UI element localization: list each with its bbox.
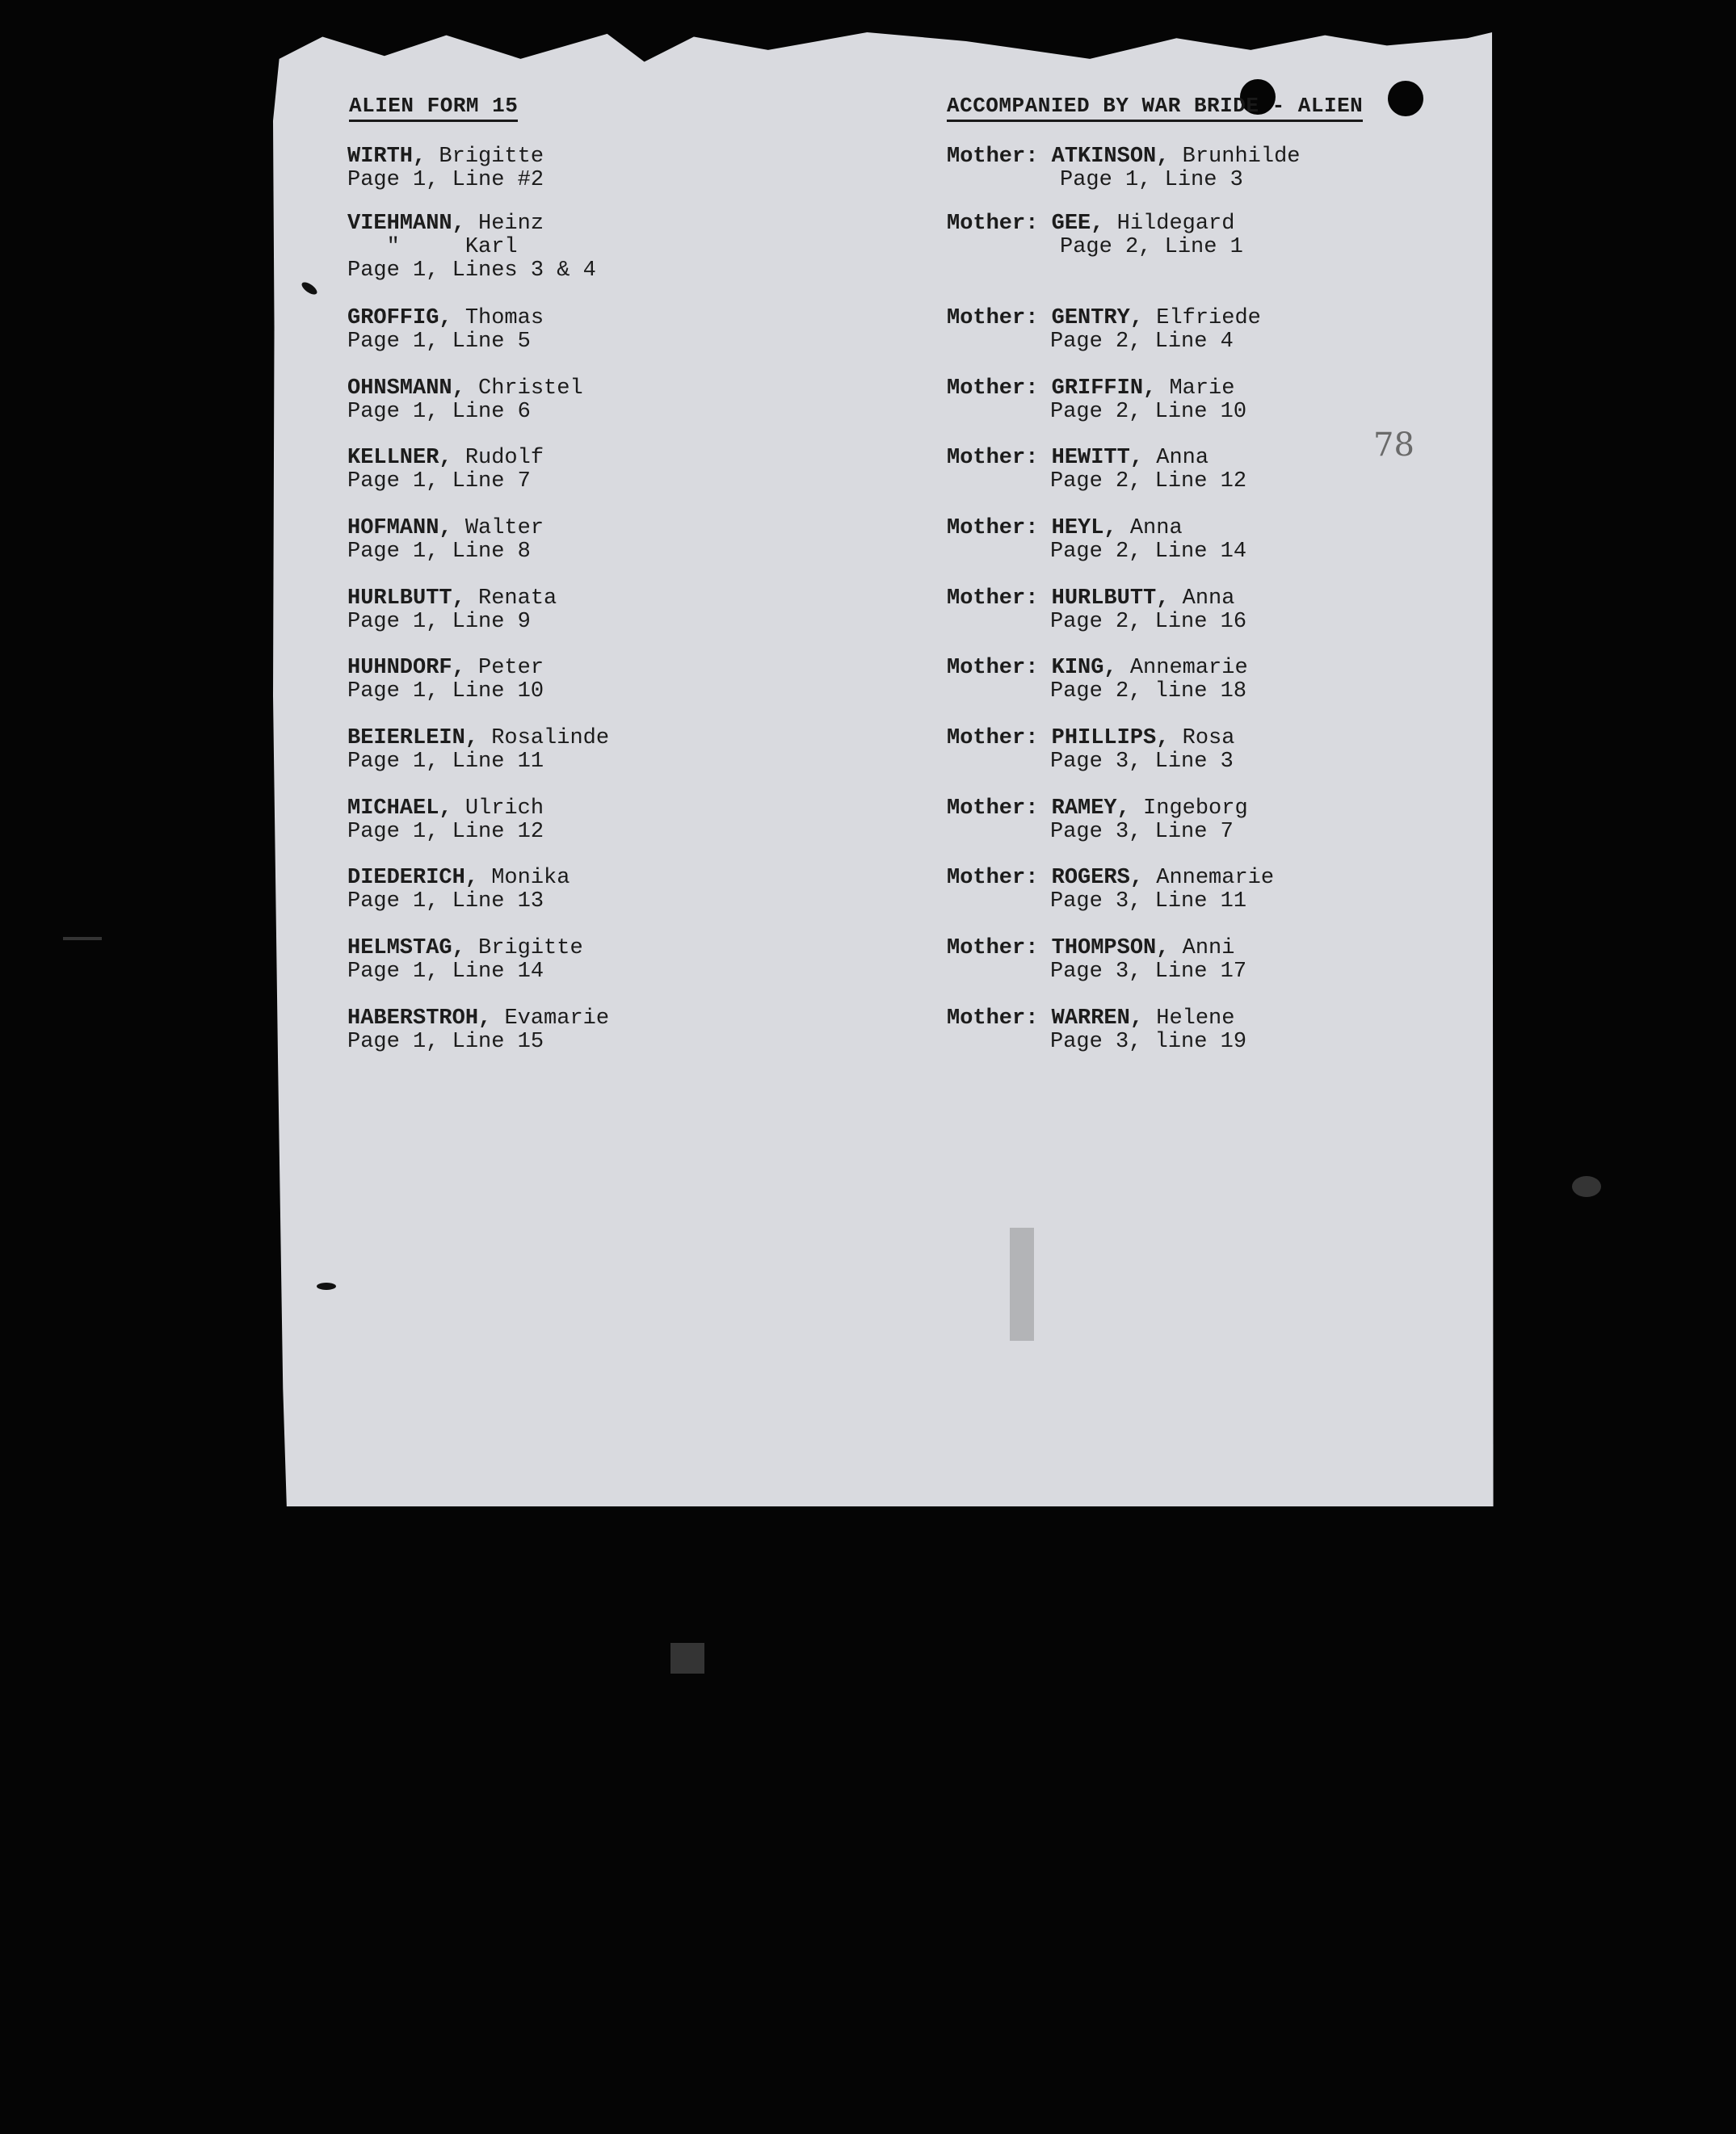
mother-surname: ATKINSON, xyxy=(1051,145,1170,169)
child-reference: Page 1, Lines 3 & 4 xyxy=(347,258,596,283)
mother-label: Mother: xyxy=(947,376,1039,401)
child-entry xyxy=(347,377,583,424)
mother-entry xyxy=(947,447,1246,494)
mother-reference: Page 2, Line 12 xyxy=(1050,469,1247,494)
mother-surname: GEE, xyxy=(1051,212,1104,236)
mother-surname: GENTRY, xyxy=(1051,306,1144,330)
mother-reference: Page 2, Line 10 xyxy=(1050,400,1247,424)
mother-reference: Page 3, Line 11 xyxy=(1050,889,1247,914)
header-right: ACCOMPANIED BY WAR BRIDE - ALIEN xyxy=(947,94,1363,122)
mother-given-name: Anni xyxy=(1182,936,1235,960)
child-reference: Page 1, Line 12 xyxy=(347,820,544,844)
mother-label: Mother: xyxy=(947,936,1039,960)
child-given-name: Rudolf xyxy=(464,446,544,470)
child-given-name: Brigitte xyxy=(478,936,583,960)
mother-reference: Page 2, Line 16 xyxy=(1050,610,1247,634)
mother-reference: Page 3, Line 7 xyxy=(1050,820,1234,844)
mother-label: Mother: xyxy=(947,145,1039,169)
scan-mark xyxy=(1010,1228,1034,1341)
mother-surname: WARREN, xyxy=(1051,1006,1144,1031)
mother-label: Mother: xyxy=(947,796,1039,821)
child-given-name: Monika xyxy=(491,866,570,890)
mother-label: Mother: xyxy=(947,726,1039,750)
mother-entry xyxy=(947,937,1246,984)
child-reference: Page 1, Line 13 xyxy=(347,889,544,914)
child-entry xyxy=(347,212,596,283)
mother-given-name: Anna xyxy=(1182,586,1235,611)
mother-reference: Page 3, Line 3 xyxy=(1050,750,1234,774)
mother-reference: Page 1, Line 3 xyxy=(1060,168,1243,192)
child-surname: WIRTH, xyxy=(347,145,427,169)
child-entry xyxy=(347,657,544,704)
child-reference: Page 1, Line 7 xyxy=(347,469,531,494)
child-surname: KELLNER, xyxy=(347,446,452,470)
mother-given-name: Hildegard xyxy=(1116,212,1235,236)
mother-reference: Page 3, line 19 xyxy=(1050,1030,1247,1054)
child-surname: HELMSTAG, xyxy=(347,936,465,960)
child-given-name: Walter xyxy=(464,516,544,540)
child-entry xyxy=(347,797,544,844)
mother-given-name: Brunhilde xyxy=(1182,145,1301,169)
child-given-name: Brigitte xyxy=(439,145,544,169)
child-surname: MICHAEL, xyxy=(347,796,452,821)
mother-given-name: Elfriede xyxy=(1156,306,1261,330)
mother-given-name: Anna xyxy=(1156,446,1209,470)
punch-hole xyxy=(1388,81,1423,116)
mother-given-name: Annemarie xyxy=(1156,866,1275,890)
child-given-name: Renata xyxy=(478,586,557,611)
margin-number: 78 xyxy=(1373,426,1414,464)
child-entry xyxy=(347,145,544,192)
mother-given-name: Rosa xyxy=(1182,726,1235,750)
child-reference: Page 1, Line 10 xyxy=(347,679,544,704)
mother-entry xyxy=(947,727,1234,774)
mother-reference: Page 2, Line 1 xyxy=(1060,235,1243,259)
child-surname: HABERSTROH, xyxy=(347,1006,492,1031)
child-given-name: Christel xyxy=(478,376,583,401)
child-surname: HURLBUTT, xyxy=(347,586,465,611)
mother-surname: ROGERS, xyxy=(1051,866,1144,890)
child-reference: Page 1, Line 11 xyxy=(347,750,544,774)
mother-given-name: Helene xyxy=(1156,1006,1235,1031)
mother-entry xyxy=(947,657,1248,704)
mother-label: Mother: xyxy=(947,866,1039,890)
child-reference: Page 1, Line 6 xyxy=(347,400,531,424)
mother-label: Mother: xyxy=(947,1006,1039,1031)
child-extra-name: " Karl xyxy=(347,235,518,259)
child-surname: OHNSMANN, xyxy=(347,376,465,401)
mother-surname: HEYL, xyxy=(1051,516,1117,540)
mother-entry xyxy=(947,145,1300,192)
mother-label: Mother: xyxy=(947,446,1039,470)
scan-mark xyxy=(317,1283,336,1290)
child-entry xyxy=(347,937,583,984)
mother-given-name: Marie xyxy=(1169,376,1235,401)
mother-surname: KING, xyxy=(1051,656,1117,680)
mother-reference: Page 2, line 18 xyxy=(1050,679,1247,704)
mother-entry xyxy=(947,587,1246,634)
mother-entry xyxy=(947,307,1261,354)
mother-given-name: Anna xyxy=(1129,516,1183,540)
child-reference: Page 1, Line 14 xyxy=(347,960,544,984)
mother-reference: Page 3, Line 17 xyxy=(1050,960,1247,984)
scan-mark xyxy=(1572,1176,1601,1197)
child-surname: HOFMANN, xyxy=(347,516,452,540)
child-reference: Page 1, Line #2 xyxy=(347,168,544,192)
child-given-name: Ulrich xyxy=(464,796,544,821)
child-entry xyxy=(347,447,544,494)
child-reference: Page 1, Line 5 xyxy=(347,330,531,354)
mother-given-name: Ingeborg xyxy=(1143,796,1248,821)
child-given-name: Peter xyxy=(478,656,544,680)
mother-entry xyxy=(947,212,1243,259)
mother-label: Mother: xyxy=(947,516,1039,540)
child-given-name: Evamarie xyxy=(504,1006,610,1031)
mother-entry xyxy=(947,517,1246,564)
child-surname: GROFFIG, xyxy=(347,306,452,330)
mother-label: Mother: xyxy=(947,306,1039,330)
child-entry xyxy=(347,587,557,634)
scan-mark xyxy=(63,937,102,940)
child-surname: DIEDERICH, xyxy=(347,866,479,890)
child-entry xyxy=(347,867,570,914)
mother-surname: HURLBUTT, xyxy=(1051,586,1170,611)
mother-label: Mother: xyxy=(947,212,1039,236)
mother-surname: THOMPSON, xyxy=(1051,936,1170,960)
child-surname: HUHNDORF, xyxy=(347,656,465,680)
child-entry xyxy=(347,727,609,774)
mother-entry xyxy=(947,867,1274,914)
child-surname: VIEHMANN, xyxy=(347,212,465,236)
mother-entry xyxy=(947,1007,1246,1054)
mother-surname: HEWITT, xyxy=(1051,446,1144,470)
mother-surname: GRIFFIN, xyxy=(1051,376,1157,401)
mother-entry xyxy=(947,377,1246,424)
mother-reference: Page 2, Line 4 xyxy=(1050,330,1234,354)
header-left: ALIEN FORM 15 xyxy=(349,94,518,122)
child-reference: Page 1, Line 15 xyxy=(347,1030,544,1054)
mother-label: Mother: xyxy=(947,586,1039,611)
child-given-name: Thomas xyxy=(464,306,544,330)
child-entry xyxy=(347,517,544,564)
mother-surname: RAMEY, xyxy=(1051,796,1130,821)
child-given-name: Heinz xyxy=(478,212,544,236)
child-reference: Page 1, Line 8 xyxy=(347,540,531,564)
child-entry xyxy=(347,1007,609,1054)
mother-reference: Page 2, Line 14 xyxy=(1050,540,1247,564)
child-surname: BEIERLEIN, xyxy=(347,726,479,750)
mother-label: Mother: xyxy=(947,656,1039,680)
child-reference: Page 1, Line 9 xyxy=(347,610,531,634)
child-entry xyxy=(347,307,544,354)
scan-mark xyxy=(670,1643,704,1674)
mother-surname: PHILLIPS, xyxy=(1051,726,1170,750)
child-given-name: Rosalinde xyxy=(491,726,610,750)
mother-given-name: Annemarie xyxy=(1129,656,1248,680)
mother-entry xyxy=(947,797,1248,844)
